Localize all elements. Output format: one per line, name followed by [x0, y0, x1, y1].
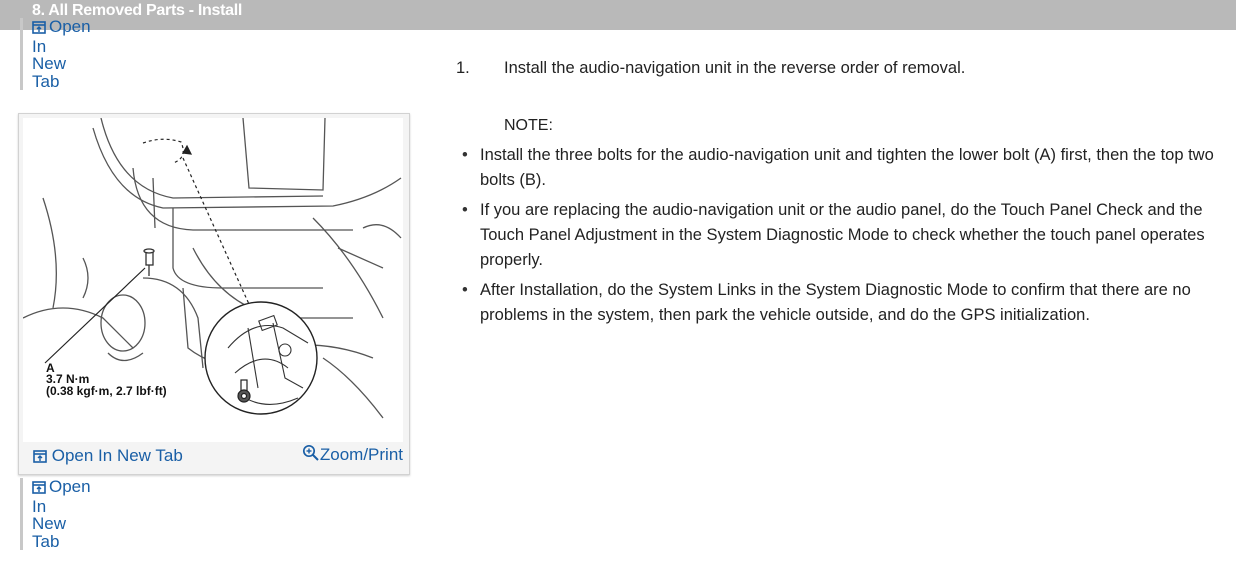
- open-link-word-3: New: [32, 514, 67, 533]
- torque-value-nm: 3.7 N·m: [46, 372, 90, 386]
- torque-value-imperial: (0.38 kgf·m, 2.7 lbf·ft): [46, 384, 167, 398]
- open-link-word-3: New: [32, 54, 67, 73]
- open-in-new-tab-icon: [32, 480, 46, 498]
- open-in-new-tab-icon: [32, 20, 46, 38]
- zoom-print-button[interactable]: [302, 444, 403, 465]
- installation-illustration[interactable]: [23, 118, 403, 442]
- open-link-word-4: Tab: [32, 71, 60, 91]
- open-in-new-tab-link-bottom[interactable]: [20, 478, 96, 550]
- figure-card: [18, 113, 410, 475]
- open-link-word-4: Tab: [32, 531, 60, 551]
- note-item: • If you are replacing the audio-navigation unit or the audio panel, do the Touch Panel Check and the Touch Panel Adjustment in the System Diagnostic Mode to check whether the touch panel operates properly.: [462, 198, 1232, 273]
- open-in-new-tab-link-top[interactable]: [20, 18, 96, 90]
- figure-open-label: Open In New Tab: [51, 446, 183, 465]
- section-title: 8. All Removed Parts - Install: [32, 2, 243, 19]
- procedure-step: [456, 59, 965, 78]
- open-link-word-2: In: [32, 36, 47, 56]
- callout-letter-a: A: [46, 361, 55, 375]
- open-in-new-tab-icon: [33, 450, 47, 463]
- section-header: [0, 0, 1236, 30]
- note-item: • After Installation, do the System Links in the System Diagnostic Mode to confirm that there are no problems in the system, then park the vehicle outside, and do the GPS initialization.: [462, 278, 1232, 328]
- dashboard-diagram: [23, 118, 403, 442]
- open-link-word-2: In: [32, 496, 47, 516]
- open-link-word-1: Open: [32, 478, 96, 498]
- open-link-word-1: Open: [32, 18, 96, 38]
- zoom-print-label: Zoom/Print: [319, 445, 403, 464]
- step-text: Install the audio-navigation unit in the reverse order of removal.: [504, 59, 966, 77]
- note-list: [462, 143, 1232, 333]
- note-item: • Install the three bolts for the audio-navigation unit and tighten the lower bolt (A) first, then the top two bolts (B).: [462, 143, 1232, 193]
- zoom-icon: [302, 444, 320, 462]
- figure-open-in-new-tab-button[interactable]: [33, 446, 183, 466]
- note-label: NOTE:: [504, 117, 553, 134]
- step-number: 1.: [456, 59, 470, 77]
